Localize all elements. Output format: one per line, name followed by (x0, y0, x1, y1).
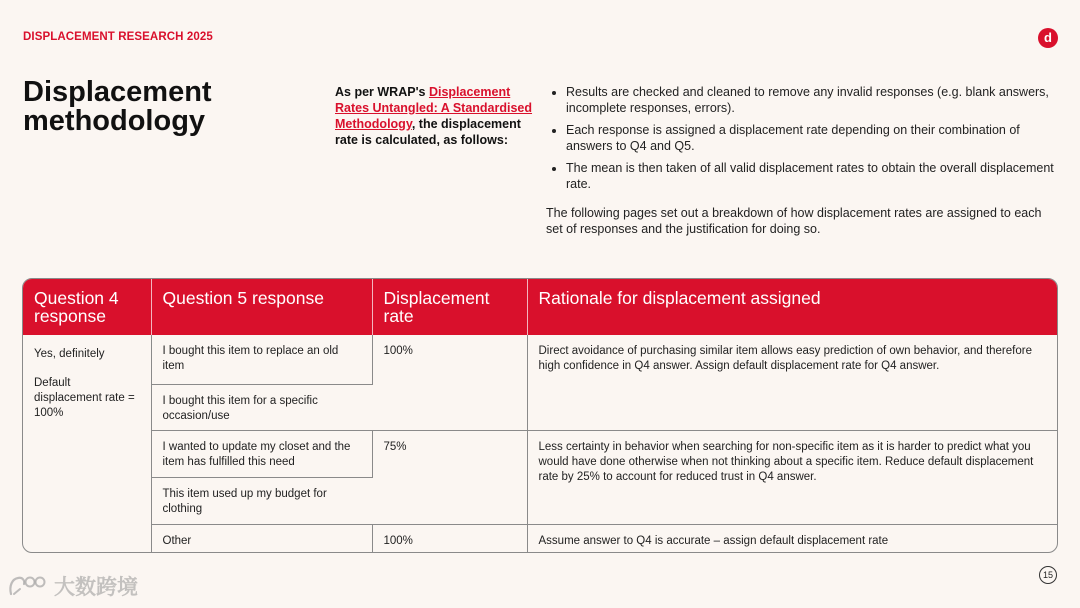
q5-response-cell: I bought this item for a specific occasion/use (151, 384, 372, 430)
watermark-text: 大数跨境 (54, 576, 138, 599)
page-number: 15 (1039, 566, 1057, 584)
rate-cell: 100% (372, 524, 527, 553)
column-header-rate: Displacement rate (372, 279, 527, 335)
intro-text (335, 84, 543, 148)
intro-suffix: , the displacement rate is calculated, as follows: (335, 117, 521, 147)
rate-cell: 100% (372, 335, 527, 430)
rationale-cell: Direct avoidance of purchasing similar item allows easy prediction of own behavior, and therefore high confidence in Q4 answer. Assign default displacement rate for Q4 answer. (527, 335, 1057, 430)
method-steps-list (548, 84, 1066, 198)
watermark (8, 573, 138, 599)
rate-cell: 75% (372, 430, 527, 524)
rationale-cell: Assume answer to Q4 is accurate – assign default displacement rate (538, 534, 889, 547)
table-row (23, 430, 1057, 477)
followup-text: The following pages set out a breakdown of how displacement rates are assigned to each set of responses and the justification for doing so. (546, 206, 1042, 236)
column-header-q5: Question 5 response (151, 279, 372, 335)
q4-response: Yes, definitely (34, 348, 105, 360)
column-header-rationale: Rationale for displacement assigned (527, 279, 1057, 335)
q5-response-cell: Other (151, 524, 372, 553)
rationale-cell: Less certainty in behavior when searching for non-specific item as it is harder to predict what you would have done otherwise when not thinking about a specific item. Reduce default displacement rate by 25% to account for reduced trust in Q4 answer. (527, 430, 1057, 524)
method-step: • The mean is then taken of all valid displacement rates to obtain the overall displacement rate. (566, 160, 1066, 192)
intro-prefix: As per WRAP's (335, 85, 429, 99)
table-row (23, 335, 1057, 384)
q5-response-cell: I bought this item to replace an old item (151, 335, 372, 384)
method-step: • Each response is assigned a displacement rate depending on their combination of answers to Q4 and Q5. (566, 122, 1066, 154)
displacement-table (22, 278, 1058, 553)
table-row (23, 524, 1057, 553)
column-header-q4: Question 4 response (23, 279, 151, 335)
table-header-row (23, 279, 1057, 335)
methodology-link[interactable]: Displacement Rates Untangled: A Standardised Methodology (335, 85, 533, 131)
q5-response-cell: I wanted to update my closet and the item has fulfilled this need (151, 430, 372, 477)
q4-response-cell (23, 335, 151, 553)
q5-response-cell: This item used up my budget for clothing (151, 477, 372, 524)
header-label: DISPLACEMENT RESEARCH 2025 (23, 31, 213, 43)
method-step: • Results are checked and cleaned to remove any invalid responses (e.g. blank answers, incomplete responses, errors). (566, 84, 1066, 116)
brand-logo: d (1038, 28, 1058, 48)
q4-default-rate: Default displacement rate = 100% (34, 377, 135, 419)
page-title: Displacement methodology (23, 76, 212, 137)
brand-mascot-icon (8, 574, 48, 598)
